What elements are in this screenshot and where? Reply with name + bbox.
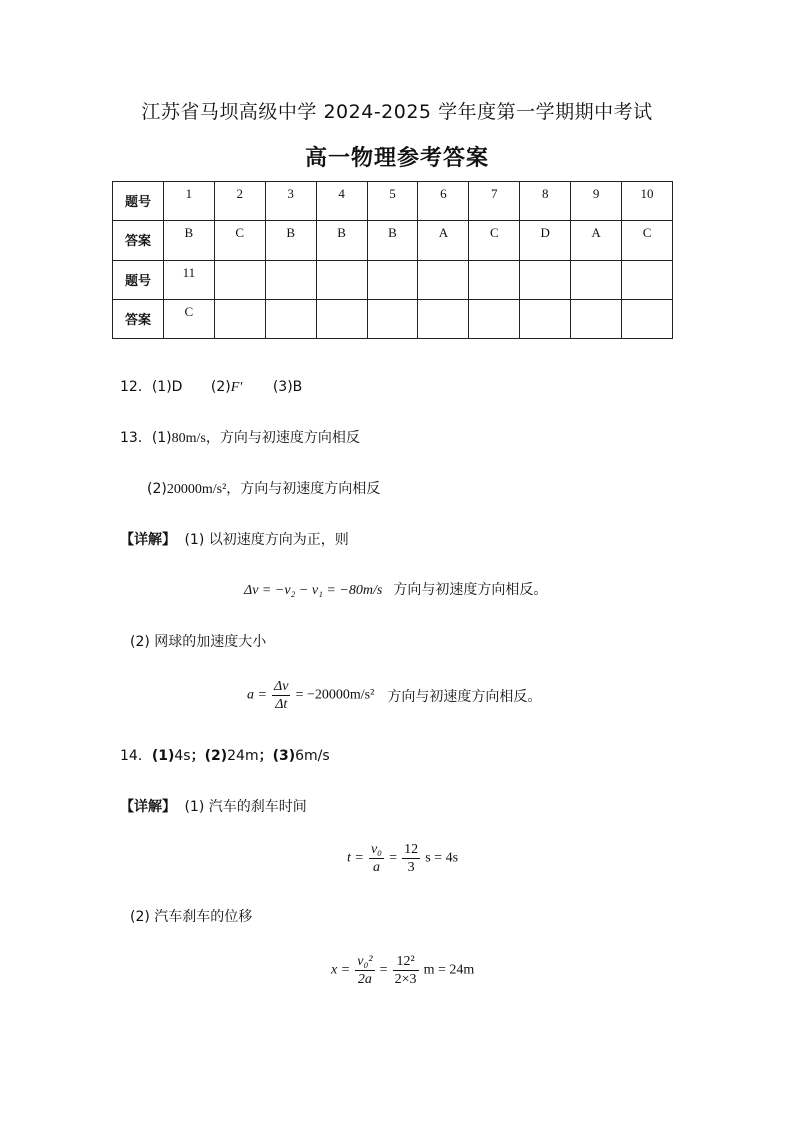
q13-line2-prefix: (2)	[147, 481, 167, 497]
answer-cell: D	[520, 221, 571, 260]
q12-part3: (3)B	[272, 379, 303, 395]
q14-eq1-numerator-2: 12	[404, 842, 419, 857]
q14-answer-line	[120, 745, 330, 765]
q14-part2-value: 24m	[227, 748, 259, 764]
empty-cell	[316, 299, 367, 338]
q14-eq1-fraction-2	[402, 841, 420, 876]
empty-cell	[418, 299, 469, 338]
q12-part2-value: F′	[230, 380, 243, 395]
q12-number: 12．	[120, 379, 152, 395]
q13-answer-line-1	[120, 427, 360, 447]
q13-eq2-note: 方向与初速度方向相反。	[387, 688, 542, 705]
header-cell-question: 题号	[113, 182, 164, 221]
q14-part1-label: (1)	[151, 748, 175, 764]
question-number: 5	[367, 182, 418, 221]
q13-answer-line-2	[147, 478, 380, 498]
q13-line2-suffix: ，方向与初速度方向相反	[226, 481, 381, 497]
q13-eq1-note: 方向与初速度方向相反。	[393, 582, 548, 598]
q13-line2-value: 20000m/s²	[166, 482, 227, 497]
q14-number: 14．	[120, 748, 152, 764]
answer-cell: B	[265, 221, 316, 260]
q14-detail-1-text: (1) 汽车的刹车时间	[184, 799, 307, 815]
question-number: 7	[469, 182, 520, 221]
empty-cell	[571, 260, 622, 299]
q14-eq1-rhs: s = 4s	[425, 850, 459, 866]
answer-cell: B	[316, 221, 367, 260]
q14-part1-value: 4s	[174, 748, 191, 764]
answer-cell: C	[214, 221, 265, 260]
q14-equation-1	[347, 841, 458, 876]
q14-eq2-numerator-2: 12²	[393, 953, 419, 971]
q13-eq2-fraction	[272, 678, 290, 713]
q13-eq1-formula: Δv = −v₂ − v₁ = −80m/s	[244, 583, 383, 598]
q14-detail-2: (2) 汽车刹车的位移	[130, 909, 253, 925]
q14-eq1-denominator-1: a	[372, 860, 380, 875]
q13-equation-2	[247, 678, 541, 713]
answer-cell: A	[418, 221, 469, 260]
empty-cell	[622, 299, 673, 338]
q12-part2-prefix: (2)	[210, 379, 231, 395]
empty-cell	[520, 260, 571, 299]
q14-equation-2	[331, 953, 474, 988]
q14-part3-label: ；(3)	[258, 748, 296, 764]
question-number: 6	[418, 182, 469, 221]
answer-cell: B	[367, 221, 418, 260]
empty-cell	[469, 299, 520, 338]
q13-eq2-numerator: Δv	[274, 679, 289, 694]
answer-key-subtitle: 高一物理参考答案	[304, 146, 489, 171]
q13-detail-1-text: (1) 以初速度方向为正，则	[184, 532, 349, 548]
question-number: 8	[520, 182, 571, 221]
empty-cell	[214, 299, 265, 338]
empty-cell	[571, 299, 622, 338]
empty-cell	[265, 299, 316, 338]
table-row-answers-2	[113, 299, 673, 338]
q13-eq2-rhs: = −20000m/s²	[295, 687, 375, 703]
answer-cell: B	[163, 221, 214, 260]
question-number: 4	[316, 182, 367, 221]
table-row-question-numbers-1	[113, 182, 673, 221]
question-number: 9	[571, 182, 622, 221]
q14-part2-label: ；(2)	[190, 748, 228, 764]
q14-eq2-equals: =	[379, 962, 388, 978]
q13-line1-suffix: ，方向与初速度方向相反	[205, 430, 360, 446]
q14-eq2-rhs: m = 24m	[423, 962, 475, 978]
q13-detail-1	[120, 529, 349, 549]
q14-eq2-numerator-1: v₀²	[357, 954, 373, 969]
answer-cell: C	[469, 221, 520, 260]
answer-table	[112, 181, 673, 339]
table-row-answers-1	[113, 221, 673, 260]
q14-eq1-lhs: t =	[347, 850, 364, 866]
q14-eq1-numerator-1: v₀	[370, 842, 383, 857]
exam-title: 江苏省马坝高级中学 2024-2025 学年度第一学期期中考试	[141, 101, 653, 123]
q14-eq2-fraction-2	[393, 953, 419, 988]
empty-cell	[520, 299, 571, 338]
answer-cell: C	[622, 221, 673, 260]
empty-cell	[367, 260, 418, 299]
q14-detail-label: 【详解】	[120, 799, 176, 815]
question-number: 3	[265, 182, 316, 221]
q14-eq2-lhs: x =	[331, 962, 351, 978]
empty-cell	[367, 299, 418, 338]
q13-line1-prefix: 13．(1)	[120, 430, 172, 446]
q13-detail-2: (2) 网球的加速度大小	[130, 634, 267, 650]
q14-eq2-fraction-1	[355, 953, 374, 988]
question-number: 11	[163, 260, 214, 299]
q13-line1-value: 80m/s	[171, 431, 206, 446]
answer-cell: C	[163, 299, 214, 338]
empty-cell	[316, 260, 367, 299]
empty-cell	[265, 260, 316, 299]
q14-detail-1	[120, 796, 307, 816]
empty-cell	[418, 260, 469, 299]
q14-eq1-denominator-2: 3	[407, 860, 415, 875]
header-cell-answer: 答案	[113, 221, 164, 260]
empty-cell	[469, 260, 520, 299]
q14-eq1-fraction-1	[369, 841, 384, 876]
q12-answer-line	[120, 376, 302, 396]
q14-eq1-equals: =	[389, 850, 398, 866]
q14-eq2-denominator-1: 2a	[357, 972, 372, 987]
q14-eq2-denominator-2: 2×3	[394, 972, 417, 987]
answer-cell: A	[571, 221, 622, 260]
q13-eq2-denominator: Δt	[275, 697, 288, 712]
empty-cell	[214, 260, 265, 299]
question-number: 2	[214, 182, 265, 221]
header-cell-question: 题号	[113, 260, 164, 299]
empty-cell	[622, 260, 673, 299]
header-cell-answer: 答案	[113, 299, 164, 338]
q13-eq2-lhs: a =	[247, 687, 267, 703]
q14-part3-value: 6m/s	[295, 748, 330, 764]
question-number: 10	[622, 182, 673, 221]
table-row-question-numbers-2	[113, 260, 673, 299]
q12-part1: (1)D	[151, 379, 183, 395]
q13-equation-1	[244, 579, 547, 599]
q13-detail-label: 【详解】	[120, 532, 176, 548]
question-number: 1	[163, 182, 214, 221]
